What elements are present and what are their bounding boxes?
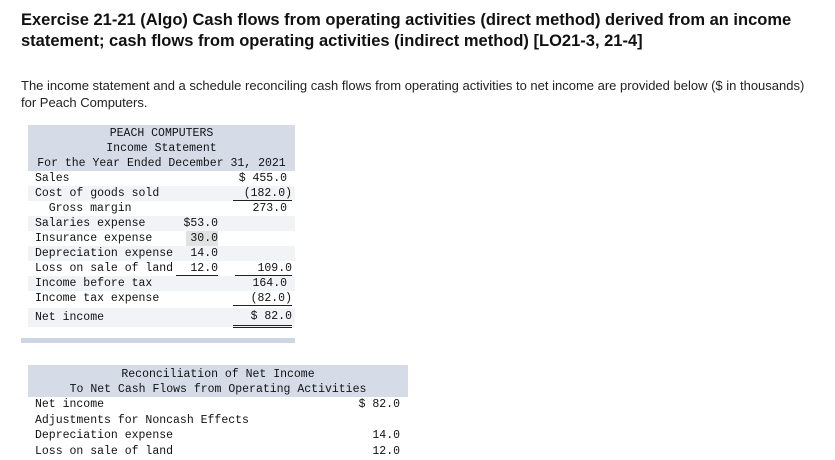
reconciliation-subtitle: To Net Cash Flows from Operating Activities [69, 383, 367, 396]
row-label: Insurance expense [35, 232, 153, 245]
row-amount: $ 455.0 [238, 172, 287, 185]
row-label: Cost of goods sold [35, 187, 160, 200]
table-row [28, 291, 295, 306]
table-row [28, 444, 408, 460]
table-row [28, 216, 295, 231]
row-label: Adjustments for Noncash Effects [35, 413, 249, 427]
table-row [28, 246, 295, 261]
row-subamount: $53.0 [183, 217, 218, 230]
reconciliation-title: Reconciliation of Net Income [121, 368, 315, 381]
row-label: Loss on sale of land [35, 262, 174, 275]
row-amount: $ 82.0 [233, 308, 292, 328]
row-label: Net income [35, 311, 105, 324]
row-label: Depreciation expense [35, 247, 174, 260]
table-row [28, 231, 295, 246]
table-row [28, 428, 408, 444]
income-statement-table [28, 125, 295, 327]
row-label: Loss on sale of land [35, 444, 174, 458]
company-name: PEACH COMPUTERS [109, 127, 214, 140]
row-amount: 12.0 [372, 444, 400, 458]
exercise-title: Exercise 21-21 (Algo) Cash flows from operating activities (direct method) derived from an income statement; cash flows from operating activities (indirect method) [LO21-3, 21-4] [21, 11, 792, 50]
reconciliation-header [28, 365, 408, 397]
table-row [28, 276, 295, 291]
row-label: Gross margin [28, 202, 132, 215]
intro-text: The income statement and a schedule reconciling cash flows from operating activities to net income are provided below ($ in thousands) for Peach Computers. [21, 78, 805, 110]
row-amount: (82.0) [233, 291, 292, 306]
row-subamount: 14.0 [190, 247, 218, 260]
table-row [28, 201, 295, 216]
table-row [28, 261, 295, 276]
row-label: Net income [35, 398, 105, 411]
row-amount: 164.0 [252, 277, 287, 290]
divider-bar [21, 338, 295, 343]
row-subamount: 30.0 [186, 231, 218, 246]
table-row-total [28, 308, 295, 327]
income-statement-header [28, 125, 295, 171]
statement-name: Income Statement [106, 142, 217, 155]
table-row [28, 171, 295, 186]
row-amount: 14.0 [372, 429, 400, 442]
table-row [28, 186, 295, 201]
row-subamount: 12.0 [176, 261, 218, 276]
row-amount: 109.0 [235, 261, 292, 276]
row-amount: (182.0) [233, 186, 292, 201]
table-row [28, 413, 408, 429]
row-amount: 273.0 [252, 202, 287, 215]
row-label: Sales [35, 172, 70, 185]
table-row [28, 397, 408, 413]
row-label: Income tax expense [35, 292, 160, 305]
row-label: Income before tax [35, 277, 153, 290]
row-amount: $ 82.0 [358, 398, 400, 411]
reconciliation-table [28, 365, 408, 459]
statement-period: For the Year Ended December 31, 2021 [37, 157, 286, 170]
row-label: Depreciation expense [35, 429, 174, 442]
row-label: Salaries expense [35, 217, 146, 230]
